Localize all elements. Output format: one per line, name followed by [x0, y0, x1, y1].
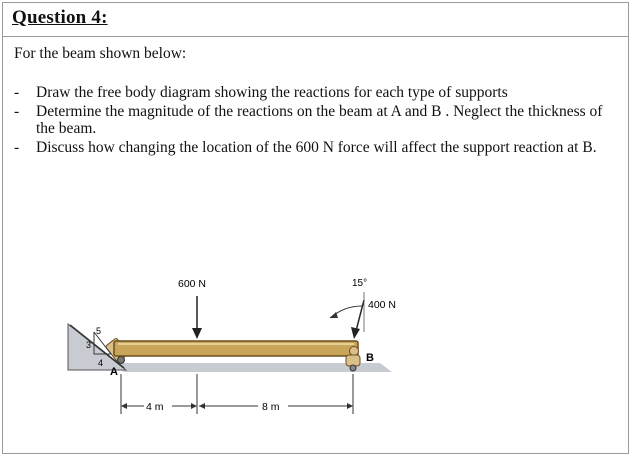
- question-intro: For the beam shown below:: [14, 45, 187, 62]
- task-bullet: -: [14, 84, 20, 101]
- task-text: Determine the magnitude of the reactions on the beam at A and B . Neglect the thickness of the beam.: [36, 102, 603, 137]
- support-a-roller: [118, 357, 125, 364]
- task-bullet: -: [14, 138, 20, 156]
- task-text: Discuss how changing the location of the 600 N force will affect the support reaction at B.: [36, 138, 597, 156]
- force-400-arrowhead: [351, 327, 360, 339]
- support-b-block: [346, 355, 360, 366]
- dim-arrow: [347, 403, 353, 409]
- point-a-label: A: [110, 366, 118, 378]
- dim-arrow: [191, 403, 197, 409]
- dim-arrow: [121, 403, 127, 409]
- angle-label: 15°: [352, 278, 368, 289]
- question-title: Question 4:: [12, 7, 108, 28]
- point-b-label: B: [366, 352, 374, 364]
- slope-label-3: 3: [86, 340, 92, 350]
- slope-label-5: 5: [96, 326, 102, 336]
- task-bullet: -: [14, 102, 20, 120]
- dim-label-4m: 4 m: [146, 401, 164, 413]
- force-400-shaft: [356, 300, 364, 331]
- force-600-arrowhead: [192, 328, 202, 339]
- dim-label-8m: 8 m: [262, 401, 280, 413]
- force-400-label: 400 N: [368, 299, 397, 311]
- support-b-pin: [350, 347, 359, 356]
- dim-arrow: [199, 403, 205, 409]
- task-text: Draw the free body diagram showing the reactions for each type of supports: [36, 84, 508, 101]
- support-b-roller: [350, 365, 356, 371]
- slope-label-4: 4: [98, 358, 104, 368]
- force-600-label: 600 N: [178, 278, 207, 290]
